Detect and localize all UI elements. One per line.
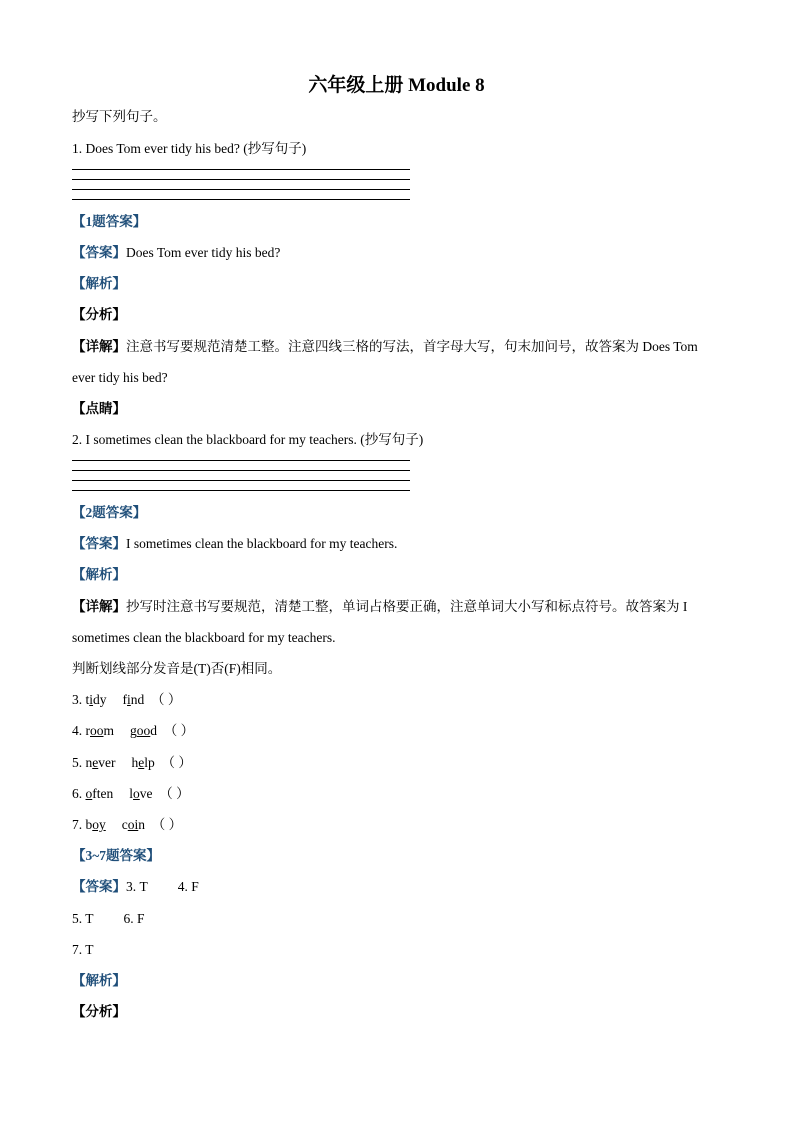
detail-tag-1: 【详解】 [72,339,126,354]
detail-tag-2: 【详解】 [72,599,126,614]
answer-heading-1: 【1题答案】 [72,214,147,229]
analysis-tag-1: 【解析】 [72,276,126,291]
phonics-item: 5. never help （ ） [72,755,192,770]
answer-2 [72,535,397,553]
analysis-tag-3-7: 【解析】 [72,973,126,988]
fenxi-tag-1: 【分析】 [72,307,126,322]
question-1: 1. Does Tom ever tidy his bed? (抄写句子) [72,141,307,156]
phonics-item: 7. boy coin （ ） [72,817,183,832]
answer-tag: 【答案】 [72,536,126,551]
detail-text-1: 注意书写要规范清楚工整。注意四线三格的写法，首字母大写，句末加问号，故答案为 Does Tom ever tidy his bed? [72,339,698,385]
answer-heading-3-7: 【3~7题答案】 [72,848,161,863]
detail-1 [72,331,724,393]
phonics-item: 3. tidy find （ ） [72,692,182,707]
answer-tag: 【答案】 [72,879,126,894]
answer-text-2: I sometimes clean the blackboard for my teachers. [126,536,398,551]
answer-text-1: Does Tom ever tidy his bed? [126,245,281,260]
phonics-item: 6. often love （ ） [72,786,190,801]
analysis-tag-2: 【解析】 [72,567,126,582]
page-title: 六年级上册 Module 8 [308,75,485,96]
section-instruction-phonics: 判断划线部分发音是(T)否(F)相同。 [72,661,282,676]
answer-tag: 【答案】 [72,245,126,260]
phonics-item: 4. room good （ ） [72,723,195,738]
detail-text-2: 抄写时注意书写要规范，清楚工整，单词占格要正确，注意单词大小写和标点符号。故答案为 I sometimes clean the blackboard for my teachers. [72,599,688,645]
answers-5-6: 5. T 6. F [72,911,145,926]
answers-3-4: 【答案】3. T 4. F [72,879,199,894]
comment-tag-1: 【点睛】 [72,401,126,416]
answer-7: 7. T [72,942,94,957]
detail-2 [72,591,724,653]
fenxi-tag-3-7: 【分析】 [72,1004,126,1019]
section-instruction-copy: 抄写下列句子。 [72,109,167,124]
question-2: 2. I sometimes clean the blackboard for my teachers. (抄写句子) [72,432,424,447]
answer-1 [72,244,280,262]
answer-heading-2: 【2题答案】 [72,505,147,520]
